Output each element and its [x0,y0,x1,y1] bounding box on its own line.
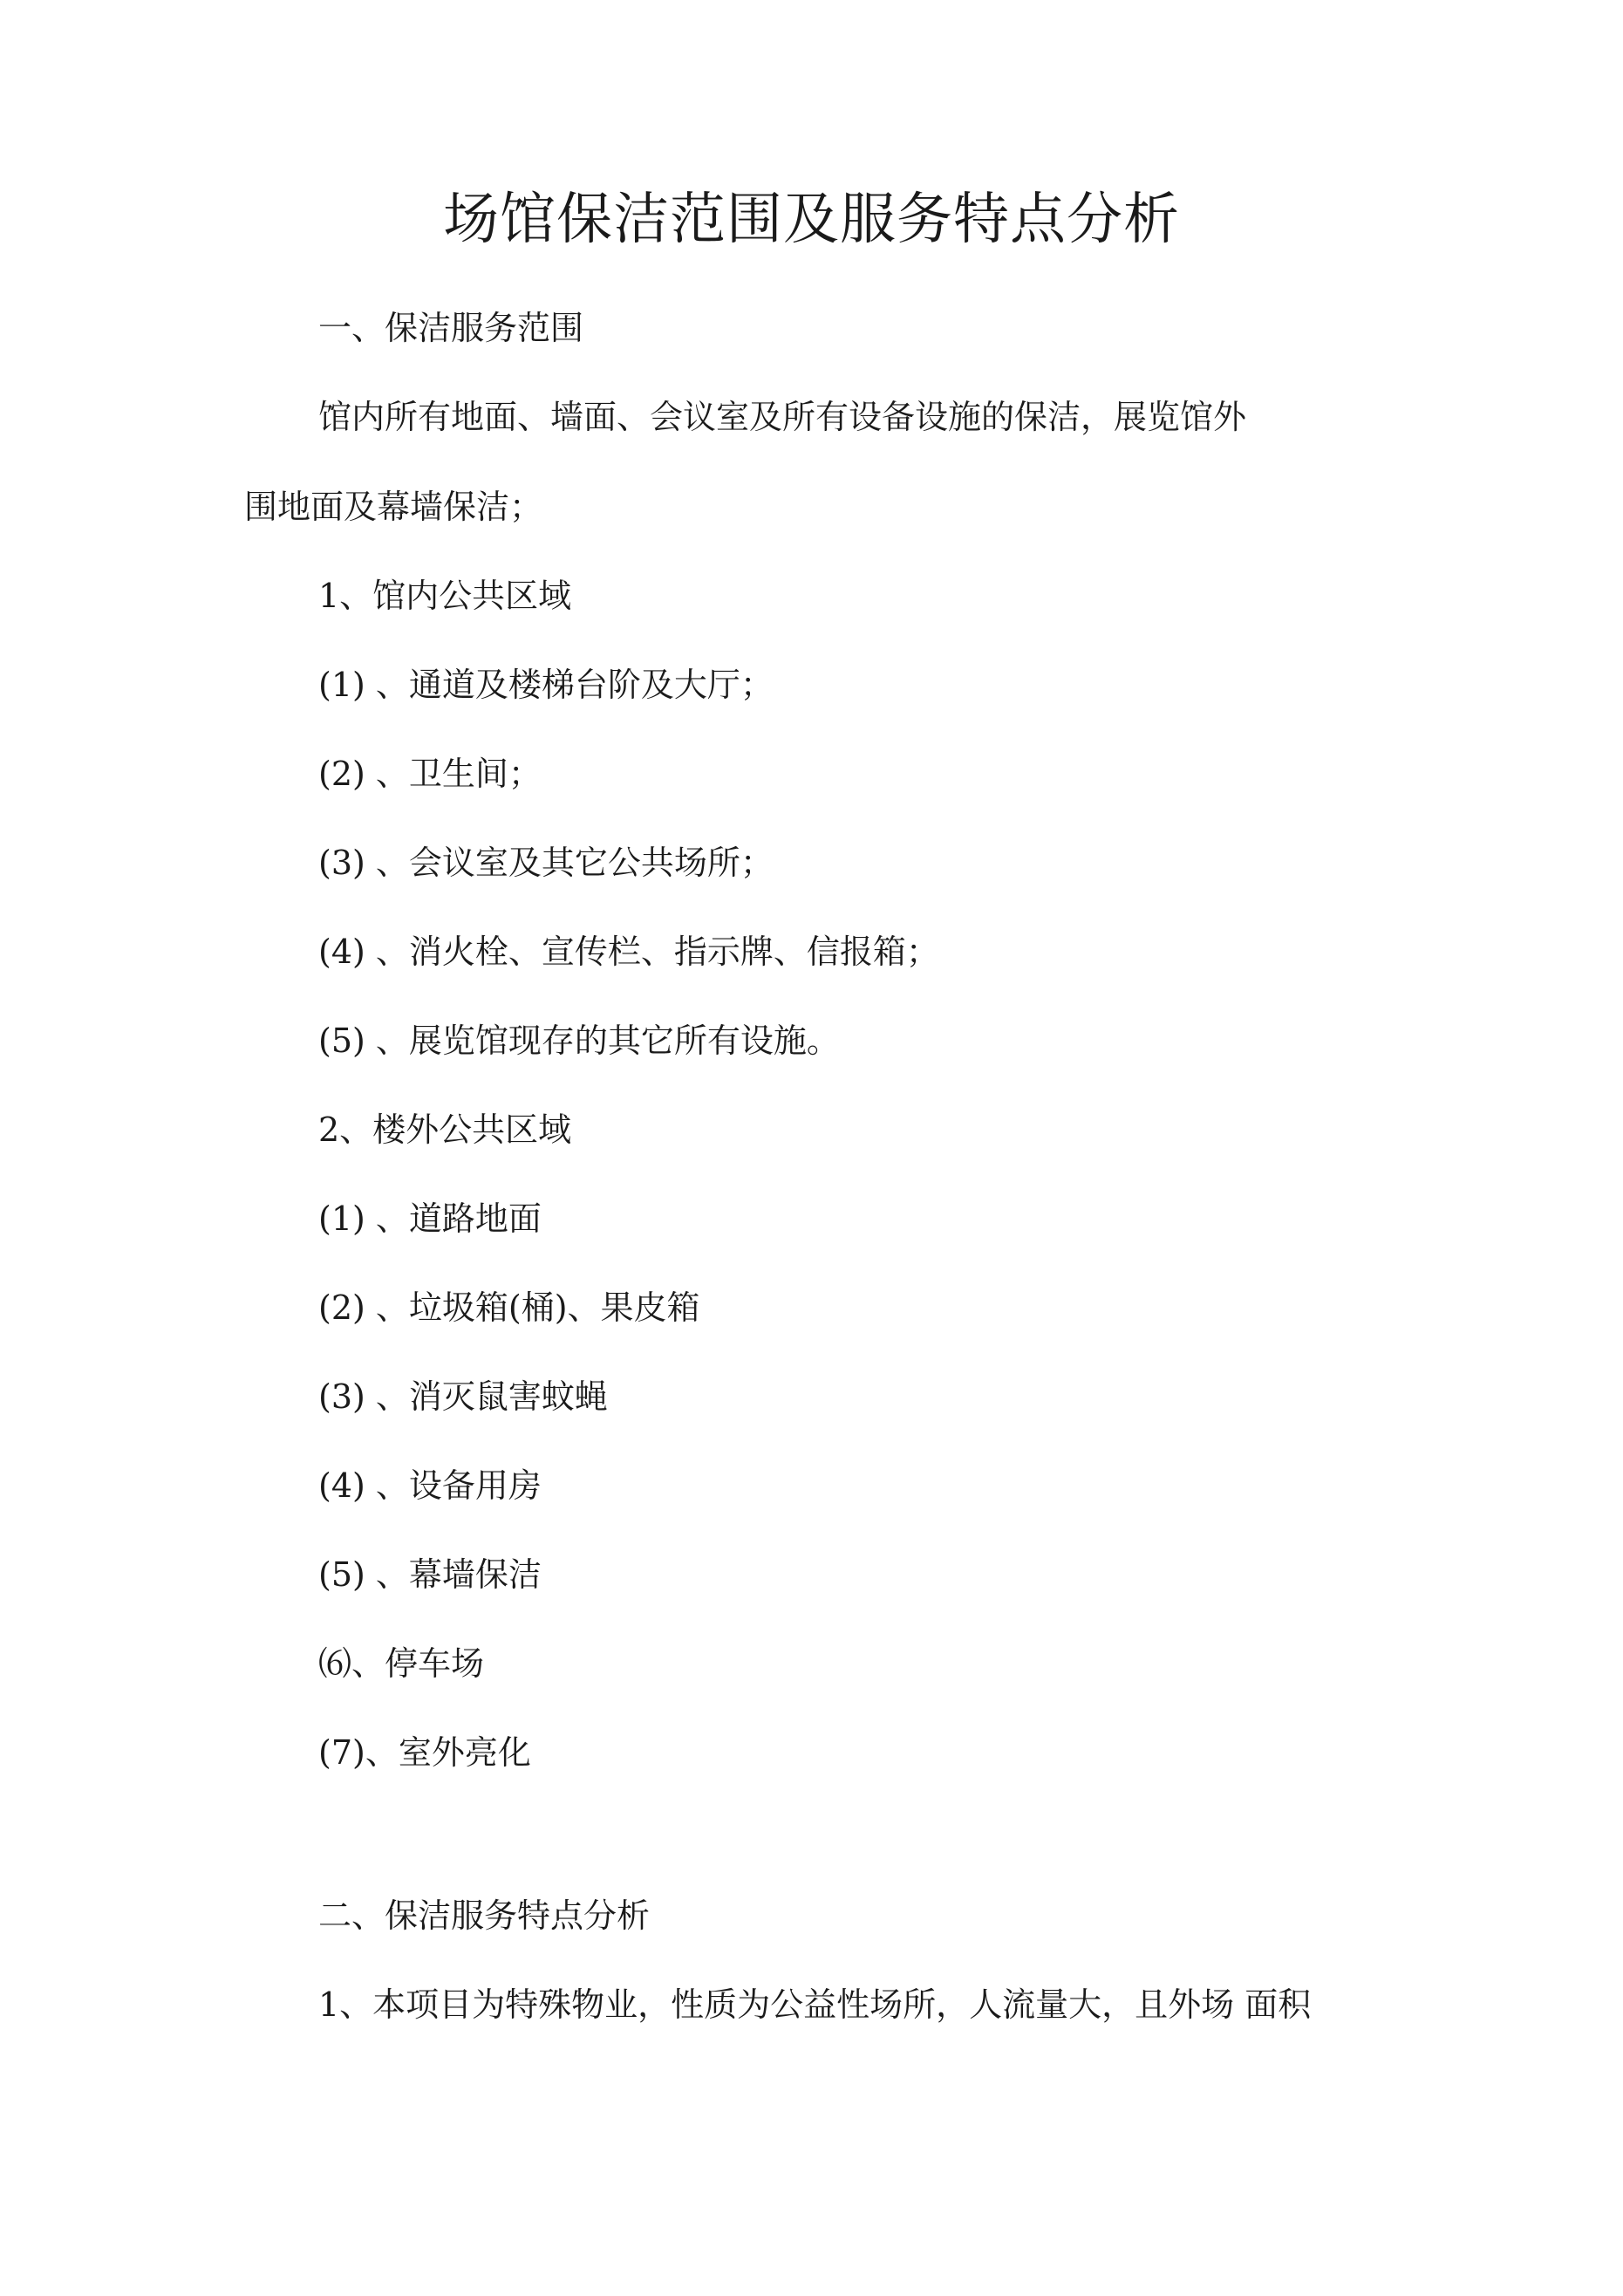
subheading-indoor: 1、馆内公共区域 [318,577,572,615]
section-heading-features: 二、保洁服务特点分析 [318,1896,651,1935]
paragraph-line: 围地面及幕墙保洁； [244,488,543,526]
list-item: (4) 、消火栓、宣传栏、指示牌、信报箱； [318,933,939,971]
list-item: (3) 、会议室及其它公共场所； [318,844,774,882]
paragraph-line: 1、本项目为特殊物业，性质为公益性场所，人流量大，且外场 面积 [318,1985,1312,2024]
list-item: (3) 、消灭鼠害蚊蝇 [318,1377,608,1416]
section-heading-scope: 一、保洁服务范围 [318,309,584,347]
list-item: (2) 、垃圾箱(桶)、果皮箱 [318,1288,700,1327]
list-item: (1) 、通道及楼梯台阶及大厅； [318,666,774,704]
paragraph-line: 馆内所有地面、墙面、会议室及所有设备设施的保洁，展览馆外 [318,398,1247,436]
list-item: (2) 、卫生间； [318,755,542,793]
list-item: (5) 、展览馆现存的其它所有设施。 [318,1022,840,1060]
subheading-outdoor: 2、楼外公共区域 [318,1110,572,1149]
list-item: (4) 、设备用房 [318,1466,542,1505]
list-item: (1) 、道路地面 [318,1199,542,1238]
list-item: ⑹、停车场 [318,1644,485,1683]
list-item: (5) 、幕墙保洁 [318,1555,542,1594]
document-title: 场馆保洁范围及服务特点分析 [443,188,1180,252]
list-item: (7)、室外亮化 [318,1733,531,1772]
